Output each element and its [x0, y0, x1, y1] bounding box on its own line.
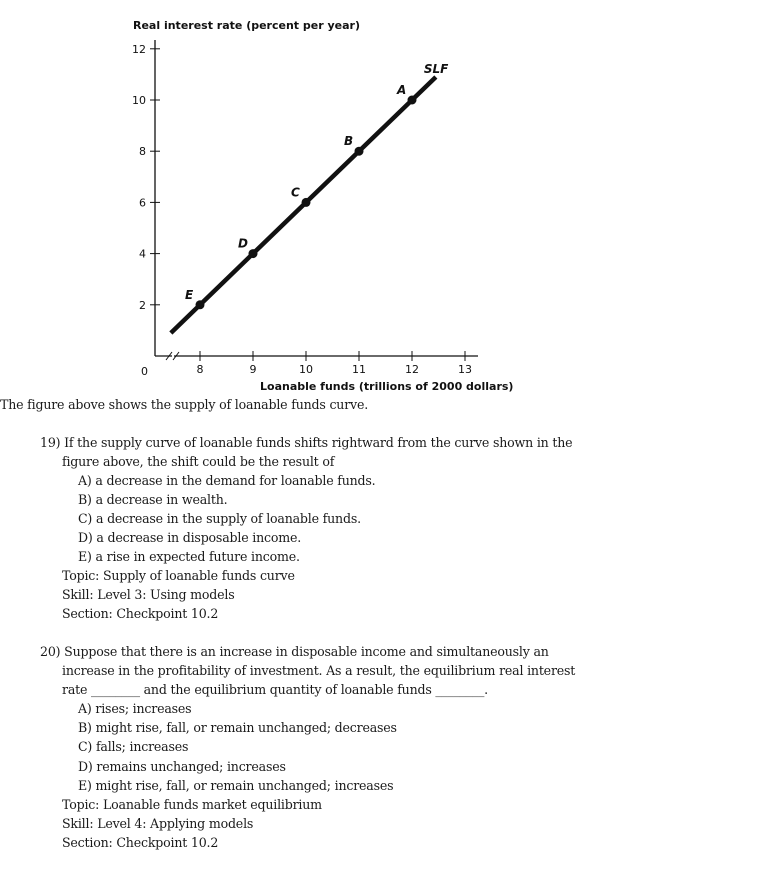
question-20-stem-continued-1: increase in the profitability of investment. As a result, the equilibrium real interest — [62, 663, 576, 678]
question-19-option-e: E) a rise in expected future income. — [78, 549, 300, 564]
slf-curve-label: SLF — [423, 61, 449, 76]
y-ticks — [132, 43, 160, 312]
x-tick-label: 8 — [196, 363, 204, 376]
question-19-option-a: A) a decrease in the demand for loanable funds. — [78, 473, 376, 488]
y-tick-label: 12 — [132, 42, 146, 56]
y-tick-label: 4 — [139, 247, 146, 261]
question-19-section: Section: Checkpoint 10.2 — [62, 606, 219, 621]
point-label-d: D — [238, 236, 248, 251]
point-e — [196, 300, 205, 309]
slf-chart — [0, 0, 762, 400]
figure-caption: The figure above shows the supply of loanable funds curve. — [0, 397, 368, 412]
question-20-skill: Skill: Level 4: Applying models — [62, 816, 254, 831]
x-tick-label: 13 — [458, 363, 472, 376]
question-20-option-d: D) remains unchanged; increases — [78, 759, 286, 774]
y-tick-label: 2 — [139, 298, 146, 312]
question-20-option-a: A) rises; increases — [78, 701, 192, 716]
point-label-c: C — [291, 185, 300, 200]
x-tick-label: 12 — [405, 363, 419, 376]
x-axis-title: Loanable funds (trillions of 2000 dollars) — [260, 380, 514, 393]
question-19-option-c: C) a decrease in the supply of loanable funds. — [78, 511, 361, 526]
question-19-option-d: D) a decrease in disposable income. — [78, 530, 302, 545]
point-label-b: B — [344, 134, 354, 149]
y-tick-label: 8 — [139, 145, 146, 159]
y-axis-title: Real interest rate (percent per year) — [133, 19, 360, 32]
point-label-a: A — [397, 83, 407, 97]
question-20-stem-continued-2: rate ________ and the equilibrium quantity of loanable funds ________. — [62, 682, 488, 697]
question-19-topic: Topic: Supply of loanable funds curve — [62, 568, 295, 583]
question-20-option-e: E) might rise, fall, or remain unchanged; increases — [78, 778, 394, 793]
y-tick-label: 10 — [132, 94, 146, 107]
question-20-option-b: B) might rise, fall, or remain unchanged; decreases — [78, 720, 397, 735]
point-c — [302, 198, 311, 207]
question-19-skill: Skill: Level 3: Using models — [62, 587, 235, 602]
question-19-option-b: B) a decrease in wealth. — [78, 492, 228, 507]
question-20-stem: 20) Suppose that there is an increase in disposable income and simultaneously an — [40, 644, 549, 659]
question-20-topic: Topic: Loanable funds market equilibrium — [62, 797, 322, 812]
x-tick-label: 9 — [249, 363, 257, 376]
point-b — [355, 147, 364, 156]
point-d — [249, 249, 258, 258]
series-group — [171, 62, 449, 333]
x-ticks — [197, 351, 473, 376]
point-a — [408, 96, 417, 105]
origin-label: 0 — [141, 365, 148, 378]
x-tick-label: 11 — [352, 363, 366, 376]
question-19-stem-continued: figure above, the shift could be the result of — [62, 454, 335, 469]
question-19-stem: 19) If the supply curve of loanable funds shifts rightward from the curve shown in the — [40, 435, 573, 450]
y-tick-label: 6 — [139, 196, 146, 210]
question-20-option-c: C) falls; increases — [78, 739, 189, 754]
question-20-section: Section: Checkpoint 10.2 — [62, 835, 219, 850]
point-label-e: E — [185, 287, 194, 302]
x-tick-label: 10 — [299, 363, 313, 376]
